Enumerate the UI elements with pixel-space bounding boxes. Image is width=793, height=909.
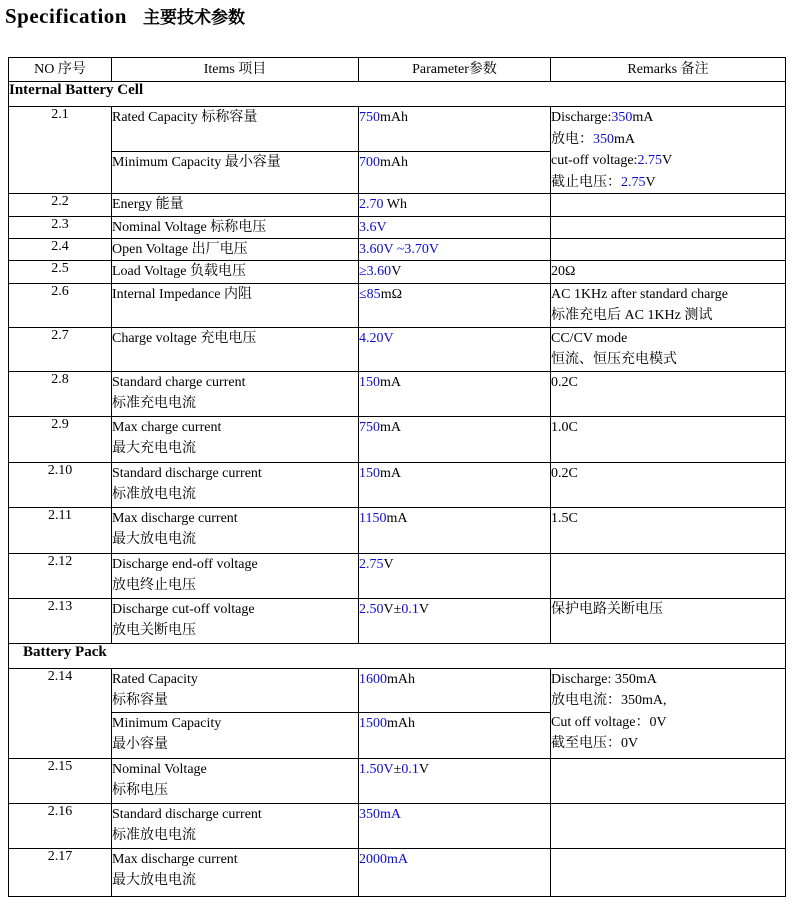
remarks-cell <box>551 283 786 327</box>
item-line: Standard discharge current <box>112 465 262 481</box>
item-line: Minimum Capacity 最小容量 <box>112 155 281 171</box>
value-text: ≥3.60 <box>359 264 392 279</box>
items-cell <box>112 152 359 194</box>
plain-text: mA <box>614 131 635 147</box>
table-row <box>9 758 786 803</box>
param-line <box>359 669 550 690</box>
items-cell <box>112 553 359 598</box>
plain-text: 0.2C <box>551 465 578 481</box>
remarks-cell <box>551 848 786 896</box>
items-cell <box>112 416 359 462</box>
plain-text: ± <box>393 761 402 777</box>
plain-text: mA <box>632 110 654 125</box>
param-cell <box>359 668 551 712</box>
plain-text: mA <box>380 465 401 481</box>
no-cell: 2.6 <box>9 283 112 327</box>
param-cell <box>359 239 551 261</box>
plain-text: mA <box>380 374 401 390</box>
no-cell: 2.4 <box>9 239 112 261</box>
remarks-cell <box>551 758 786 803</box>
no-cell: 2.5 <box>9 261 112 284</box>
param-line <box>359 239 550 260</box>
item-line: Max discharge current <box>112 510 238 526</box>
item-line: Open Voltage 出厂电压 <box>112 242 248 257</box>
table-row <box>9 507 786 553</box>
remark-line <box>551 372 785 394</box>
item-line: 放电关断电压 <box>112 622 196 638</box>
item-line: Nominal Voltage 标称电压 <box>112 220 267 235</box>
table-row <box>9 261 786 284</box>
remark-line <box>551 733 785 755</box>
value-text: 2.75 <box>637 153 662 168</box>
plain-text: mAh <box>387 715 415 731</box>
section-label: Battery Pack <box>9 643 786 668</box>
no-cell: 2.17 <box>9 848 112 896</box>
items-cell <box>112 371 359 416</box>
param-cell <box>359 371 551 416</box>
item-line: 标准充电电流 <box>112 395 196 411</box>
item-line: Rated Capacity 标称容量 <box>112 110 258 125</box>
param-line <box>359 284 550 305</box>
param-cell <box>359 553 551 598</box>
param-cell <box>359 803 551 848</box>
param-line <box>359 463 550 484</box>
plain-text: 截止电压： <box>551 174 621 190</box>
item-line: 标称容量 <box>112 692 168 708</box>
item-line: Load Voltage 负载电压 <box>112 264 247 279</box>
item-line: Standard discharge current <box>112 806 262 822</box>
param-cell <box>359 152 551 194</box>
value-text: 2.75 <box>621 174 646 190</box>
value-text: 750 <box>359 110 380 125</box>
remarks-cell <box>551 107 786 194</box>
remark-line <box>551 328 785 350</box>
table-row <box>9 239 786 261</box>
remark-line <box>551 107 785 129</box>
items-cell <box>112 194 359 217</box>
value-text: 2.50 <box>359 601 384 617</box>
table-row <box>9 668 786 712</box>
remark-line <box>551 261 785 283</box>
table-row <box>9 371 786 416</box>
items-cell <box>112 598 359 643</box>
spec-table-body <box>9 82 786 897</box>
no-cell: 2.11 <box>9 507 112 553</box>
header-row <box>9 58 786 82</box>
table-row <box>9 598 786 643</box>
items-cell <box>112 848 359 896</box>
plain-text: cut-off voltage: <box>551 153 638 168</box>
param-line <box>359 194 550 215</box>
value-text: 700 <box>359 155 380 171</box>
value-text: 350 <box>593 131 614 147</box>
section-label: Internal Battery Cell <box>9 82 786 107</box>
table-row <box>9 194 786 217</box>
item-line: 最大放电电流 <box>112 531 196 547</box>
param-cell <box>359 462 551 507</box>
param-cell <box>359 107 551 152</box>
plain-text: Discharge: <box>551 110 612 125</box>
item-line: Internal Impedance 内阻 <box>112 286 252 302</box>
param-line <box>359 554 550 575</box>
param-line <box>359 599 550 620</box>
item-line: Max charge current <box>112 419 222 435</box>
param-cell <box>359 712 551 758</box>
plain-text: mAh <box>380 110 408 125</box>
plain-text: CC/CV mode <box>551 330 628 346</box>
item-line: 标准放电电流 <box>112 486 196 502</box>
spec-table <box>8 57 786 897</box>
remark-line <box>551 599 785 621</box>
item-line: 最小容量 <box>112 736 168 752</box>
plain-text: Discharge: 350mA <box>551 671 657 687</box>
item-line: 放电终止电压 <box>112 577 196 593</box>
table-row <box>9 217 786 239</box>
items-cell <box>112 712 359 758</box>
param-cell <box>359 507 551 553</box>
no-cell: 2.1 <box>9 107 112 194</box>
remarks-cell <box>551 803 786 848</box>
plain-text: Wh <box>383 197 407 212</box>
remark-line <box>551 463 785 485</box>
items-cell <box>112 803 359 848</box>
header-parameter: Parameter参数 <box>359 58 551 82</box>
remarks-cell <box>551 327 786 371</box>
table-row <box>9 107 786 152</box>
no-cell: 2.16 <box>9 803 112 848</box>
no-cell: 2.9 <box>9 416 112 462</box>
value-text: 350mA <box>359 806 401 822</box>
param-line <box>359 804 550 825</box>
remark-line <box>551 284 785 306</box>
item-line: 标准放电电流 <box>112 827 196 843</box>
remarks-cell <box>551 194 786 217</box>
param-line <box>359 372 550 393</box>
item-line: Discharge end-off voltage <box>112 556 258 572</box>
remark-line <box>551 508 785 530</box>
header-remarks: Remarks 备注 <box>551 58 786 82</box>
items-cell <box>112 217 359 239</box>
value-text: 2.75 <box>359 556 384 572</box>
no-cell: 2.12 <box>9 553 112 598</box>
param-line <box>359 508 550 529</box>
param-cell <box>359 283 551 327</box>
page-title <box>5 3 245 29</box>
remarks-cell <box>551 261 786 284</box>
remark-line <box>551 669 785 691</box>
param-cell <box>359 217 551 239</box>
table-row <box>9 327 786 371</box>
table-row <box>9 416 786 462</box>
param-line <box>359 217 550 238</box>
plain-text: V <box>391 264 402 279</box>
remarks-cell <box>551 239 786 261</box>
value-text: 0.1 <box>401 761 419 777</box>
param-cell <box>359 194 551 217</box>
items-cell <box>112 327 359 371</box>
remark-line <box>551 349 785 371</box>
param-line <box>359 152 550 173</box>
plain-text: 标准充电后 AC 1KHz 测试 <box>551 308 713 323</box>
plain-text: 1.5C <box>551 510 578 526</box>
plain-text: mAh <box>380 155 408 171</box>
param-line <box>359 261 550 282</box>
value-text: 2000mA <box>359 851 408 867</box>
value-text: 1150 <box>359 510 387 526</box>
plain-text: mA <box>380 419 401 435</box>
plain-text: V <box>645 174 656 190</box>
item-line: Standard charge current <box>112 374 246 390</box>
param-line <box>359 849 550 870</box>
item-line: 标称电压 <box>112 782 168 798</box>
plain-text: 截至电压：0V <box>551 736 639 751</box>
plain-text: V <box>383 601 394 617</box>
no-cell: 2.14 <box>9 668 112 758</box>
remark-line <box>551 305 785 327</box>
remarks-cell <box>551 668 786 758</box>
value-text: 4.20V <box>359 330 394 346</box>
no-cell: 2.10 <box>9 462 112 507</box>
value-text: 1.50V <box>359 761 394 777</box>
value-text: 2.70 <box>359 197 384 212</box>
param-line <box>359 759 550 780</box>
header-no: NO 序号 <box>9 58 112 82</box>
value-text: 0.1 <box>401 601 419 617</box>
header-items: Items 项目 <box>112 58 359 82</box>
item-line: Discharge cut-off voltage <box>112 601 255 617</box>
plain-text: 放电电流：350mA, <box>551 693 667 708</box>
items-cell <box>112 283 359 327</box>
value-text: 150 <box>359 374 380 390</box>
no-cell: 2.7 <box>9 327 112 371</box>
table-row <box>9 803 786 848</box>
param-cell <box>359 758 551 803</box>
value-text: 3.6V <box>359 220 387 235</box>
value-text: 350 <box>611 110 633 125</box>
value-text: ≤85 <box>359 286 381 302</box>
section-header-row <box>9 82 786 107</box>
page-title-zh: 主要技术参数 <box>143 8 245 27</box>
item-line: 最大充电电流 <box>112 440 196 456</box>
value-text: 3.60V ~3.70V <box>359 242 440 257</box>
plain-text: mA <box>386 510 408 526</box>
param-line <box>359 417 550 438</box>
plain-text: V <box>383 556 394 572</box>
plain-text: 放电： <box>551 131 593 147</box>
items-cell <box>112 261 359 284</box>
value-text: 150 <box>359 465 380 481</box>
items-cell <box>112 462 359 507</box>
item-line: Rated Capacity <box>112 671 198 687</box>
items-cell <box>112 758 359 803</box>
items-cell <box>112 107 359 152</box>
item-line: Max discharge current <box>112 851 238 867</box>
table-row <box>9 848 786 896</box>
items-cell <box>112 507 359 553</box>
item-line: Energy 能量 <box>112 197 184 212</box>
remark-line <box>551 417 785 439</box>
table-row <box>9 283 786 327</box>
param-cell <box>359 261 551 284</box>
table-row <box>9 462 786 507</box>
no-cell: 2.13 <box>9 598 112 643</box>
remarks-cell <box>551 371 786 416</box>
no-cell: 2.3 <box>9 217 112 239</box>
remarks-cell <box>551 553 786 598</box>
item-line: Charge voltage 充电电压 <box>112 330 257 346</box>
plain-text: 0.2C <box>551 374 578 390</box>
param-cell <box>359 327 551 371</box>
param-line <box>359 328 550 349</box>
remark-line <box>551 172 785 194</box>
no-cell: 2.8 <box>9 371 112 416</box>
remark-line <box>551 150 785 172</box>
param-line <box>359 713 550 734</box>
page-title-en: Specification <box>5 4 127 28</box>
param-cell <box>359 598 551 643</box>
no-cell: 2.15 <box>9 758 112 803</box>
param-line <box>359 107 550 128</box>
plain-text: ± <box>393 601 402 617</box>
item-line: Nominal Voltage <box>112 761 207 777</box>
plain-text: mAh <box>387 671 415 687</box>
plain-text: AC 1KHz after standard charge <box>551 286 729 302</box>
item-line: 最大放电电流 <box>112 872 196 888</box>
plain-text: V <box>418 601 429 617</box>
remarks-cell <box>551 507 786 553</box>
param-cell <box>359 848 551 896</box>
remarks-cell <box>551 462 786 507</box>
remark-line <box>551 129 785 151</box>
plain-text: 20Ω <box>551 264 576 279</box>
value-text: 750 <box>359 419 380 435</box>
value-text: 1500 <box>359 715 387 731</box>
plain-text: mΩ <box>380 286 402 302</box>
items-cell <box>112 668 359 712</box>
remarks-cell <box>551 598 786 643</box>
section-header-row <box>9 643 786 668</box>
item-line: Minimum Capacity <box>112 715 222 731</box>
remark-line <box>551 690 785 712</box>
remarks-cell <box>551 217 786 239</box>
param-cell <box>359 416 551 462</box>
items-cell <box>112 239 359 261</box>
plain-text: 恒流、恒压充电模式 <box>551 352 677 367</box>
no-cell: 2.2 <box>9 194 112 217</box>
plain-text: V <box>418 761 429 777</box>
plain-text: 1.0C <box>551 419 578 435</box>
remarks-cell <box>551 416 786 462</box>
value-text: 1600 <box>359 671 387 687</box>
plain-text: Cut off voltage：0V <box>551 714 667 730</box>
table-row <box>9 553 786 598</box>
remark-line <box>551 712 785 734</box>
plain-text: V <box>661 153 673 168</box>
plain-text: 保护电路关断电压 <box>551 601 663 617</box>
